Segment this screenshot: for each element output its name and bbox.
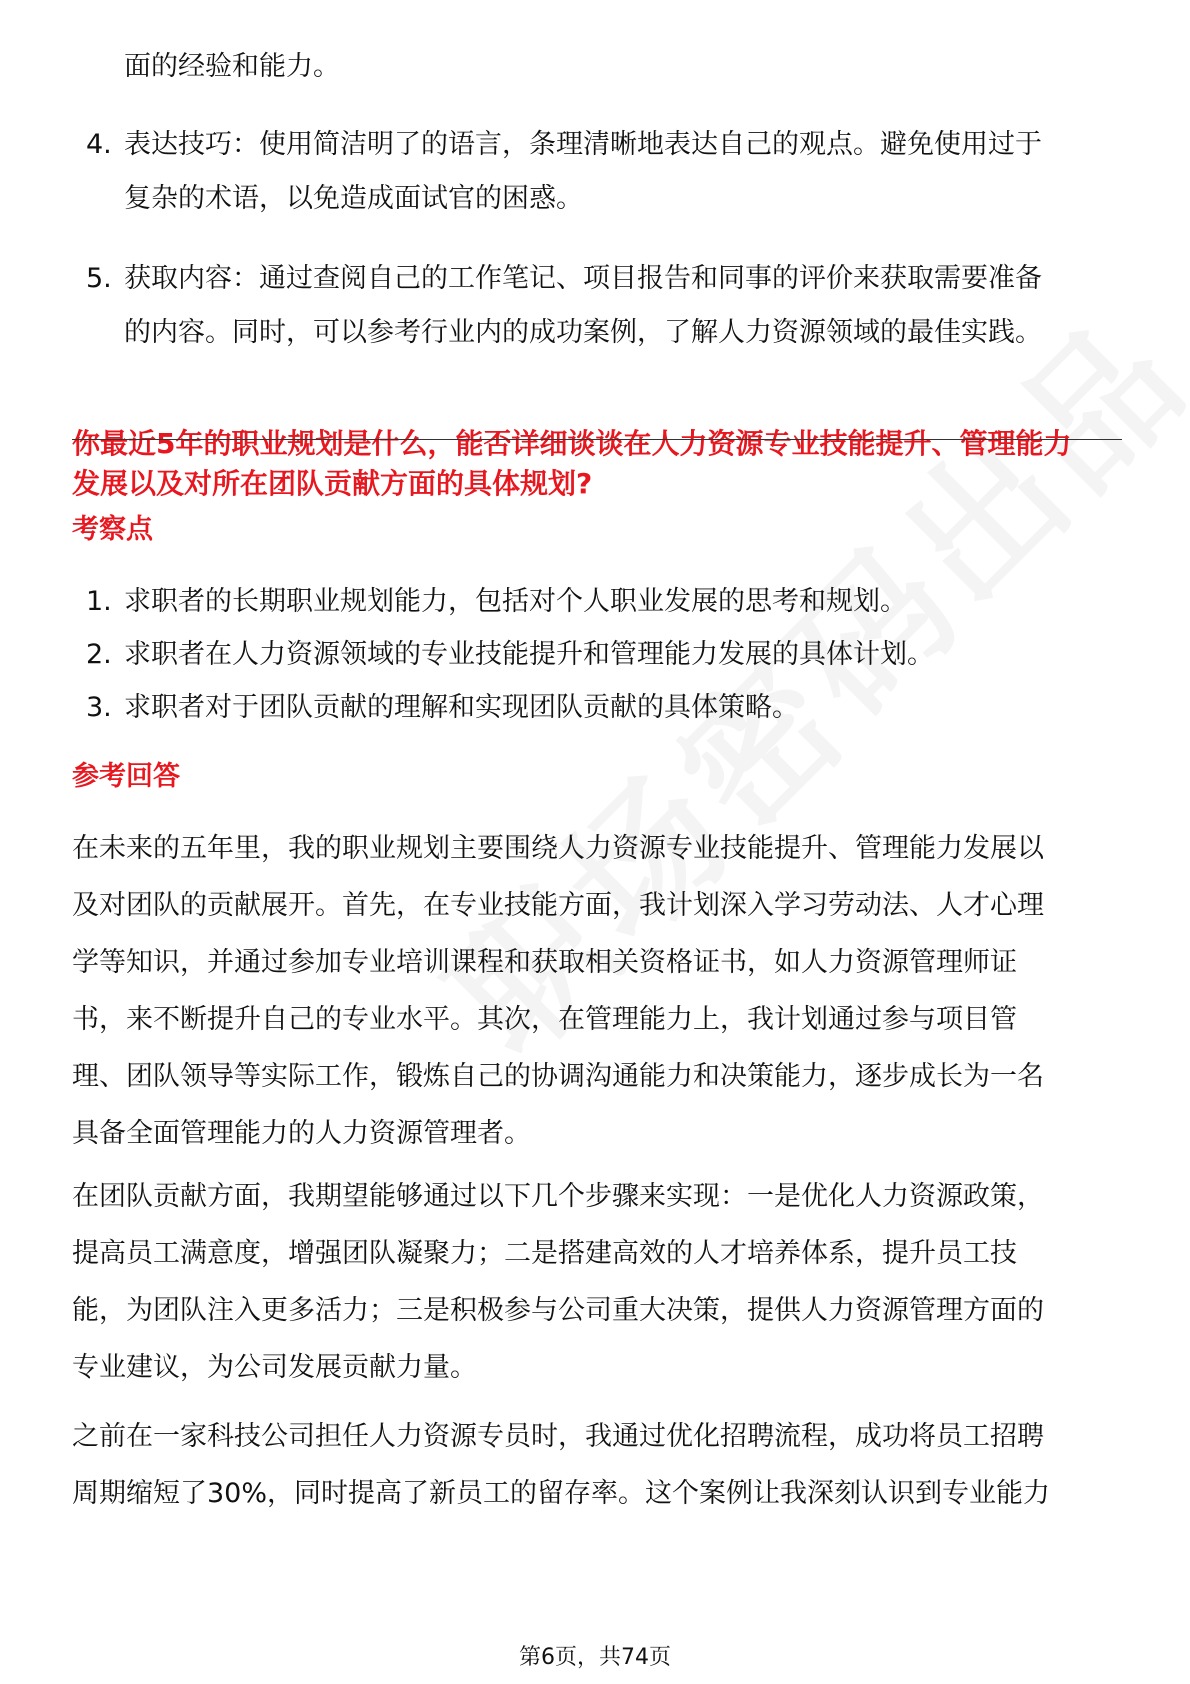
list-item (72, 573, 907, 630)
paragraph-line: 提高员工满意度，增强团队凝聚力；二是搭建高效的人才培养体系，提升员工技 (72, 1238, 1017, 1269)
paragraph-line: 在团队贡献方面，我期望能够通过以下几个步骤来实现：一是优化人力资源政策， (72, 1181, 1044, 1212)
list-item-text: 求职者在人力资源领域的专业技能提升和管理能力发展的具体计划。 (124, 639, 934, 670)
paragraph-line: 及对团队的贡献展开。首先，在专业技能方面，我计划深入学习劳动法、人才心理 (72, 890, 1044, 921)
paragraph-line: 周期缩短了30%，同时提高了新员工的留存率。这个案例让我深刻认识到专业能力 (72, 1478, 1051, 1509)
list-item-continuation: 的内容。同时，可以参考行业内的成功案例，了解人力资源领域的最佳实践。 (124, 317, 1042, 348)
paragraph-line: 书，来不断提升自己的专业水平。其次，在管理能力上，我计划通过参与项目管 (72, 1004, 1017, 1035)
list-item-text: 求职者的长期职业规划能力，包括对个人职业发展的思考和规划。 (124, 586, 907, 617)
paragraph-line: 具备全面管理能力的人力资源管理者。 (72, 1118, 531, 1149)
continuation-line: 面的经验和能力。 (124, 51, 340, 82)
paragraph-line: 在未来的五年里，我的职业规划主要围绕人力资源专业技能提升、管理能力发展以 (72, 833, 1044, 864)
paragraph-line: 之前在一家科技公司担任人力资源专员时，我通过优化招聘流程，成功将员工招聘 (72, 1421, 1044, 1452)
section-title-points: 考察点 (72, 514, 153, 545)
question-line: 发展以及对所在团队贡献方面的具体规划? (72, 467, 593, 500)
section-title-answer: 参考回答 (72, 761, 180, 792)
list-item-continuation: 复杂的术语，以免造成面试官的困惑。 (124, 183, 583, 214)
answer-paragraph (72, 820, 1044, 1162)
list-item-text: 获取内容：通过查阅自己的工作笔记、项目报告和同事的评价来获取需要准备 (124, 263, 1042, 294)
list-item (72, 679, 799, 736)
list-item-number: 5. (86, 263, 112, 294)
list-item-number: 3. (86, 692, 112, 723)
question-heading (72, 424, 1072, 504)
paragraph-line: 专业建议，为公司发展贡献力量。 (72, 1352, 477, 1383)
paragraph-line: 能，为团队注入更多活力；三是积极参与公司重大决策，提供人力资源管理方面的 (72, 1295, 1044, 1326)
list-item (72, 116, 1042, 173)
list-item (72, 626, 934, 683)
list-item-number: 4. (86, 129, 112, 160)
list-item-text: 求职者对于团队贡献的理解和实现团队贡献的具体策略。 (124, 692, 799, 723)
list-item-text: 表达技巧：使用简洁明了的语言，条理清晰地表达自己的观点。避免使用过于 (124, 129, 1042, 160)
section-divider (72, 439, 1122, 440)
list-item-number: 1. (86, 586, 112, 617)
answer-paragraph (72, 1168, 1044, 1396)
paragraph-line: 学等知识，并通过参加专业培训课程和获取相关资格证书，如人力资源管理师证 (72, 947, 1017, 978)
list-item (72, 250, 1042, 307)
list-item-number: 2. (86, 639, 112, 670)
page-number: 第6页，共74页 (519, 1645, 671, 1670)
question-line: 你最近5年的职业规划是什么，能否详细谈谈在人力资源专业技能提升、管理能力 (72, 427, 1072, 460)
paragraph-line: 理、团队领导等实际工作，锻炼自己的协调沟通能力和决策能力，逐步成长为一名 (72, 1061, 1044, 1092)
answer-paragraph (72, 1408, 1050, 1522)
